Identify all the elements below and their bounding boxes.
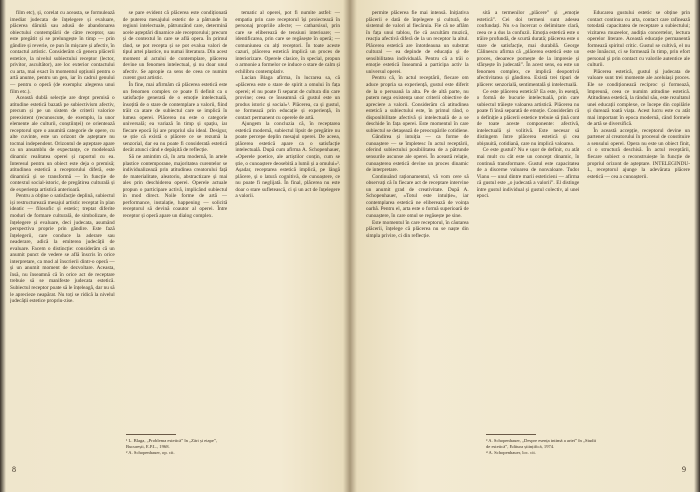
paragraph: Această dublă selecție are drept premisă o atitudine estetică bazată pe subiectivism afectiv, precum și pe un sistem de criterii valorice preexistent (recunoscute, de exemplu, la unor elemente ale culturii, conștiinței) ce orientează receptorul spre o anumită categorie de opere, cu alte cuvinte, este un orizont de așteptare nu tocmai independent. Orizontul de așteptare apare ca un ansamblu de expectanțe, ce modelează dinamic realitatea operei și raportul cu ea. Interesul pentru un obiect este deja o premisă; atitudinea estetică a receptorului diferă, este dinamică și se transformă — în funcție de contextul social-istoric, de pregătirea culturală și de experiența artistică anterioară. (10, 95, 115, 193)
left-footnote-rule (126, 434, 176, 435)
paragraph: Să ne amintim că, în arta modernă, în artele plastice contemporane, majoritatea curentelor se individualizează prin atitudinea creatorului față de materialitate, aleatoriu, abstractizare și mai ales prin deschiderea operei. Operele actuale propun o participare activă, implicând subiectul în mod direct. Noile forme de artă — performance, instalație, happening — solicită receptorul să devină coautor al operei. Între receptor și operă apare un dialog complex. (122, 154, 228, 219)
footnote: ⁴ A. Schopenhauer, loc. cit. (486, 450, 536, 455)
paragraph: permite plăcerea fie mai intensă. Inițiativa plăcerii e dată de înțelegere și cultură, de sistemul de valori al fiecăruia. Fie că ne aflăm în fața unui tablou, fie că ascultăm muzică, reacția afectivă diferă de la un receptor la altul. Plăcerea estetică are întotdeauna un substrat cultural — ea depinde de educația și de sensibilitatea individuală. Pentru că a trăi o emoție estetică înseamnă a participa activ la universul operei. (366, 10, 469, 75)
left-page (6, 4, 344, 486)
paragraph: Pentru că, în actul receptării, fiecare om aduce propria sa experiență, gustul este diferit de la o persoană la alta. Pe de altă parte, nu putem nega existența unor criterii obiective de apreciere a valorii. Considerăm că atitudinea estetică a subiectului este, în primul rând, o disponibilitate afectivă și intelectuală de a se deschide în fața operei. Este momentul în care subiectul se detașează de preocupările cotidiene. (366, 75, 469, 134)
page-number: 8 (12, 465, 16, 474)
paragraph: sită a termenilor „plăcere” și „emoție estetică”. Cei doi termeni sunt adesea confundați. Nu s-a încercat o delimitare clară, ceea ce a dus la confuzii. Emoția estetică este o trăire profundă, de scurtă durată; plăcerea este o stare de satisfacție, mai durabilă. George Călinescu afirma că „plăcerea estetică este un proces, deoarece pornește de la impresie și sfârșește în judecată”. În acest sens, ea este un fenomen complex, ce implică deopotrivă afectivitatea și gândirea. Există trei tipuri de plăcere: senzorială, sentimentală și intelectuală. (476, 10, 580, 89)
footnote: ¹ L. Blaga, „Problema estetică” în „Zări și etape”, București, E.P.L., 1968. (126, 438, 218, 449)
paragraph: Ajungem la concluzia că, în receptarea estetică modernă, subiectul lipsit de pregătire nu poate percepe deplin mesajul operei. De aceea, plăcerea estetică apare ca o satisfacție intelectuală. După cum afirma A. Schopenhauer, «Operele poetice, ale artiștilor conțin, cum se știe, o cunoaștere deosebită a lumii și a omului»². Așadar, receptarea estetică implică, pe lângă plăcere, și o latură cognitivă, de cunoaștere, ce nu poate fi neglijată. În final, plăcerea nu este doar o stare sufletească, ci și un act de înțelegere a valorii. (235, 121, 341, 200)
right-column-2 (477, 10, 580, 430)
paragraph: Lucian Blaga afirma, în lucrarea sa, că «plăcerea este o stare de spirit a omului în fața operei; el nu poate fi separat de cultura din care provine; ceea ce înseamnă că gustul este un produs istoric și social»¹. Plăcerea, ca și gustul, se formează prin educație și experiență, în contact permanent cu operele de artă. (235, 75, 341, 121)
paragraph: Gândirea și intuiția — ca forme de cunoaștere — se împletesc în actul receptării, oferind subiectului posibilitatea de a pătrunde sensurile ascunse ale operei. În această relație, cunoașterea estetică devine un proces dinamic de interpretare. (366, 134, 469, 174)
right-footnote-rule (486, 434, 536, 435)
paragraph: Ce este gustul? Nu e ușor de definit, cu atât mai mult cu cât este un concept dinamic, în continuă transformare. Gustul este capacitatea de a discerne valoarea de nonvaloare. Tudor Vianu — unul dintre marii esteticieni — afirma că gustul este „o judecată a valorii”. El distinge între gustul individual și gustul colectiv, al unei epoci. (476, 147, 580, 200)
footnote: ³ A. Schopenhauer, „Despre esența intimă a artei” în „Studii de estetică”, Editura științifică, 1974. (486, 438, 597, 449)
left-footnotes (126, 438, 236, 456)
paragraph: film etc), și, corelat cu aceasta, se formulează imediat judecata de înțelegere și evaluare, plăcerea dăruită sau adusă de abandonarea obiectului contemplării de către receptor, sau este pregătit și se prelungește în timp — prin gândire și reverie, ce pun în mișcare și afectiv, în contactul artistic. Considerăm că genera plăcerii estetice, la nivelul subiectului receptor (lector, privitor, ascultător), are loc exterior contactului cu arta, mai exact în momentul opțiunii pentru o artă anume, pentru un gen, iar în cadrul genului — pentru o operă (de exemplu: alegerea unui film etc.). (10, 10, 115, 95)
right-column-1 (366, 10, 469, 430)
right-page-columns (366, 10, 690, 430)
page-number: 9 (682, 465, 686, 474)
right-footnotes (486, 438, 596, 456)
right-page (356, 4, 694, 486)
paragraph: Educarea gustului estetic se obține prin contact continuu cu arta, contact care rafinează totodată capacitatea de receptare a subiectului; vizitarea muzeelor, audiția concertelor, lectura operelor literare. Această educație permanentă formează spiritul critic. Gustul se cultivă, el nu este înnăscut, ci se formează în timp, prin efort personal și prin contact cu valorile autentice ale culturii. (587, 10, 691, 69)
paragraph: Plăcerea estetică, gustul și judecata de valoare sunt trei momente ale aceluiași proces. Ele se condiționează reciproc și formează, împreună, ceea ce numim atitudine estetică. Atitudinea estetică, la rândul său, este rezultatul unei educații complexe, ce începe din copilărie și durează toată viața. Acest lucru este cu atât mai important în epoca modernă, când formele de artă se diversifică. (587, 68, 691, 128)
left-column-1 (10, 10, 115, 430)
paragraph: se pare evident că plăcerea este condiționată de puterea mesajului estetic de a pătrunde în regiuni intelectuale, pătrunzând care, determină acele așteptări dinamice ale receptorului; precum și de contextul în care se află opera. În primul rând, se pot recepta și se pot evalua valori de tipul artei plastice, nu numai literatura. Din acest moment al actului de contemplare, plăcerea devine un fenomen intelectual, și nu doar unul afectiv. Se apropie ca sens de ceea ce numim curent gust artistic. (122, 10, 228, 82)
left-page-columns (10, 10, 340, 430)
right-column-3 (587, 10, 690, 430)
left-column-3 (235, 10, 340, 430)
paragraph: În această accepție, receptorul devine un partener al creatorului în procesul de constituire a sensului operei. Opera nu este un obiect finit, ci o structură deschisă. În actul receptării, fiecare subiect o reconstruiește în funcție de propriul orizont de așteptare. INTELEGINDU-L, receptorul ajunge la adevărata plăcere estetică — cea a cunoașterii. (587, 127, 691, 180)
paragraph: Pentru a obține o satisfacție deplină, subiectul iși restructurează mesajul artistic receptat în plan ideatic — filosofic și estetic; treptat diferite moduri de formare culturală, de simbolizare, de înțelegere și evaluare, deci judecata, asumând perspectiva proprie prin gândire. Este fază înțelegerii, care conduce la aderare sau neaderare, adică la emiterea judecății de evaluare. Facem o distincție: considerăm că un anumit punct de vedere se află înscris în orice interpretare, ca mod al înscrierii dintr-o operă — și un anumit moment de dezvoltare. Aceasta, însă, nu înseamnă că în orice act de receptare trebuie să se manifeste judecata estetică. Subiectul receptor poate să le înțeleagă, dar nu să le aprecieze neapărat. Nu toți se ridică la nivelul judecății estetice propriu-zise. (10, 193, 115, 305)
footnote: ² A. Schopenhauer, op. cit. (126, 450, 175, 455)
paragraph: În fine, mai afirmăm că plăcerea estetică este un fenomen complex ce poate fi definit ca o satisfacție generată de o emoție intelectuală, însoțită de o stare de contemplare a valorii, fiind trăit ca atare de subiectul care se implică în lumea operei. Plăcerea nu este o categorie universală; ea variază în timp și spațiu, iar fiecare epocă își are propriul său ideal. Desigur, se știe că există o plăcere ce se rezumă la senzorial, dar ea nu poate fi considerată estetică decât atunci când e depășită de reflecție. (122, 82, 228, 154)
paragraph: Este momentul în care receptorul, în căutarea plăcerii, înțelege că plăcerea nu se naște din simpla privire, ci din reflecție. (366, 219, 469, 239)
paragraph: Continuând raționamentul, vă vom cere să observați că în fiecare act de receptare intervine un anumit grad de creativitate. După A. Schopenhauer, «Totul este intuiție», iar contemplarea estetică ne eliberează de voința oarbă. Pentru el, arta este o formă superioară de cunoaștere, în care omul se regăsește pe sine. (366, 173, 469, 219)
paragraph: tematic al operei, pot fi numite astfel: — empatia prin care receptorul își proiectează în personaj propriile afecte; — catharsisul, prin care se eliberează de tensiuni interioare; — identificarea, prin care se regăsește în operă; — comuniunea cu alți receptori. În toate aceste cazuri, plăcerea estetică implică un proces de interiorizare. Operele clasice, în special, propun o armonie a formelor ce induce o stare de calm și echilibru contemplativ. (235, 10, 341, 75)
paragraph: Ce este plăcerea estetică? Ea este, în esență, o formă de bucurie intelectuală, prin care subiectul trăiește valoarea artistică. Plăcerea nu poate fi însă separată de emoție. Considerăm că o definiție a plăcerii estetice trebuie să țină cont de toate aceste componente: afectivă, intelectuală și volitivă. Este necesar să distingem între plăcerea estetică și cea obișnuită, cotidiană, care nu implică valoarea. (476, 88, 580, 147)
left-column-2 (123, 10, 228, 430)
